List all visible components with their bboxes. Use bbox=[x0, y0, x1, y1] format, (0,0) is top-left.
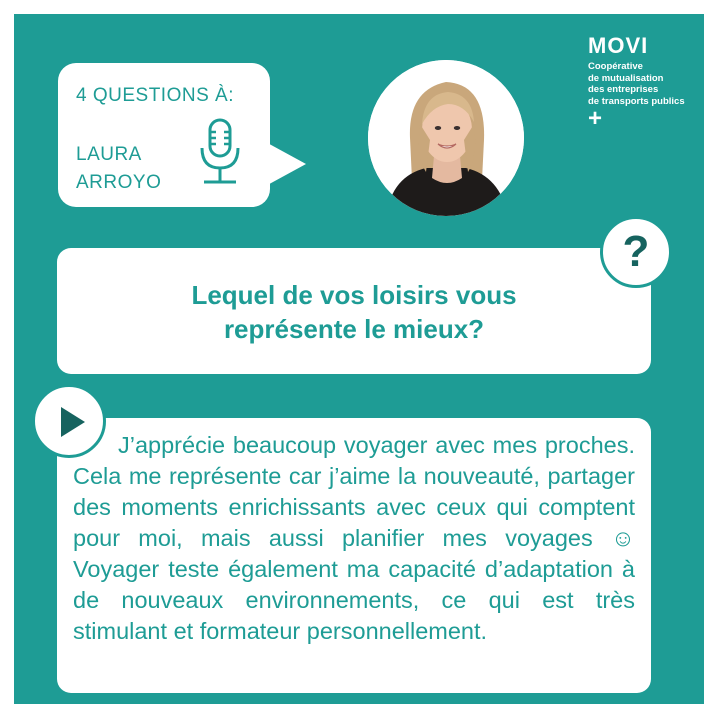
question-line: Lequel de vos loisirs vous bbox=[191, 280, 517, 310]
answer-text: J’apprécie beaucoup voyager avec mes proches. Cela me représente car j’aime la nouveauté, partager des moments enrichissants avec ceux qui comptent pour moi, mais aussi planifier mes voyages ☺ Voyager teste également ma capacité d’adaptation à de nouveaux environnements, ce qui est très stimulant et formateur personnellement. bbox=[73, 432, 635, 644]
movi-logo bbox=[588, 34, 698, 130]
logo-tagline-line: de transports publics bbox=[588, 95, 685, 107]
answer-box bbox=[57, 418, 651, 693]
logo-tagline-line: des entreprises bbox=[588, 84, 659, 95]
portrait-illustration bbox=[368, 60, 524, 216]
interviewee-name bbox=[76, 141, 161, 197]
question-mark-icon bbox=[600, 216, 672, 288]
bubble-title: 4 QUESTIONS À: bbox=[76, 85, 234, 106]
question-mark-glyph: ? bbox=[622, 227, 650, 276]
portrait-photo bbox=[368, 60, 524, 216]
logo-brand: MOVI bbox=[588, 33, 649, 58]
last-name: ARROYO bbox=[76, 172, 162, 193]
microphone-icon bbox=[196, 118, 244, 186]
swiss-cross-icon: + bbox=[588, 105, 603, 132]
first-name: LAURA bbox=[76, 144, 142, 165]
logo-tagline-line: de mutualisation bbox=[588, 72, 664, 84]
logo-tagline bbox=[588, 61, 698, 107]
play-triangle bbox=[61, 407, 85, 437]
question-text bbox=[57, 278, 651, 346]
question-line: représente le mieux? bbox=[223, 314, 485, 344]
question-box bbox=[57, 248, 651, 374]
play-icon bbox=[32, 384, 106, 458]
logo-tagline-line: Coopérative bbox=[588, 61, 643, 72]
